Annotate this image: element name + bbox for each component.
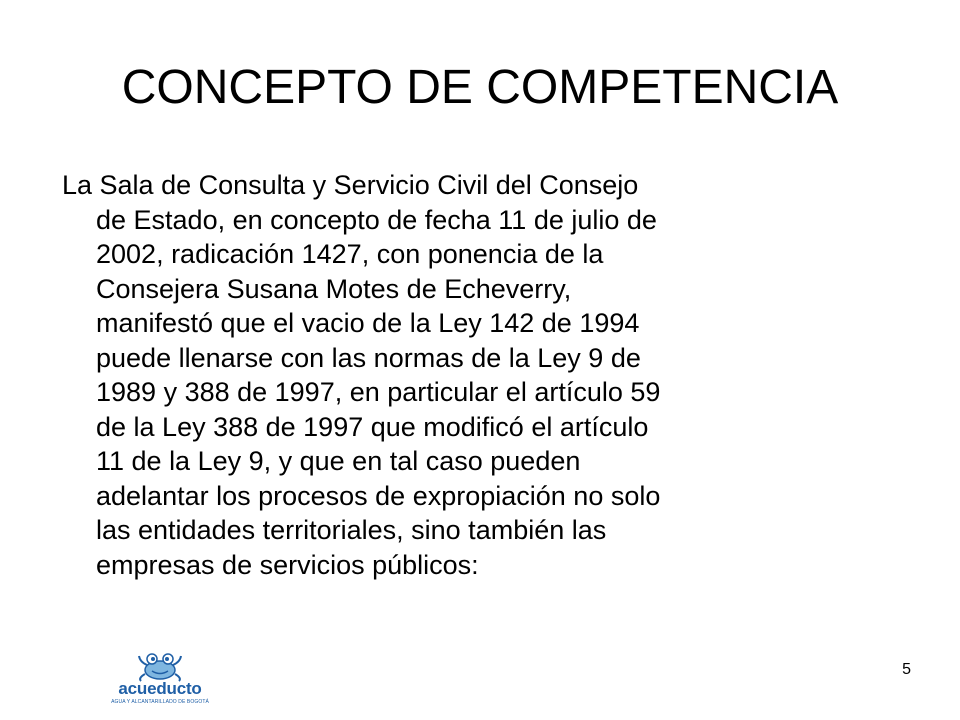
- body-line: La Sala de Consulta y Servicio Civil del Consejo: [62, 170, 639, 200]
- body-line: 2002, radicación 1427, con ponencia de la: [96, 239, 604, 269]
- logo-subtitle: AGUA Y ALCANTARILLADO DE BOGOTÁ: [111, 699, 209, 705]
- body-line: manifestó que el vacio de la Ley 142 de 1994: [96, 308, 640, 338]
- body-line: puede llenarse con las normas de la Ley 9 de: [96, 342, 641, 373]
- body-line: Consejera Susana Motes de Echeverry,: [96, 273, 572, 304]
- page-number: 5: [902, 661, 911, 678]
- body-line: las entidades territoriales, sino también las: [96, 515, 607, 545]
- body-line: de Estado, en concepto de fecha 11 de julio de: [96, 204, 657, 235]
- slide-body: [62, 168, 902, 582]
- acueducto-logo: [110, 650, 210, 710]
- body-line: empresas de servicios públicos:: [96, 549, 479, 580]
- body-line: 1989 y 388 de 1997, en particular el artículo 59: [96, 377, 661, 407]
- slide-title: CONCEPTO DE COMPETENCIA: [121, 61, 839, 114]
- body-line: adelantar los procesos de expropiación no solo: [96, 480, 661, 511]
- logo-wordmark: acueducto: [118, 679, 202, 698]
- frog-icon: [110, 650, 210, 682]
- body-line: de la Ley 388 de 1997 que modificó el artículo: [96, 411, 649, 442]
- body-line: 11 de la Ley 9, y que en tal caso pueden: [96, 446, 581, 476]
